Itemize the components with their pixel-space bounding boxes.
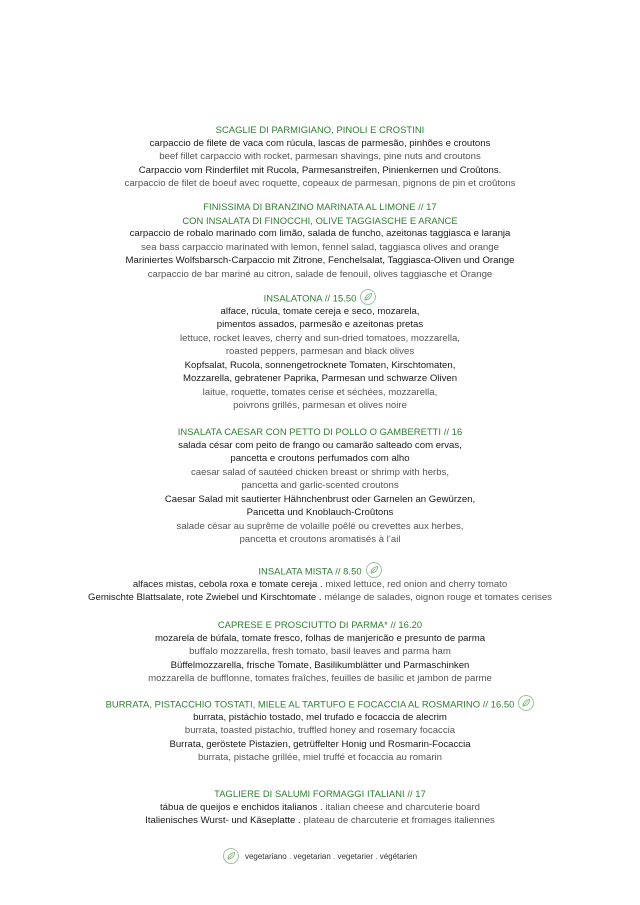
description-en: lettuce, rocket leaves, cherry and sun-dried tomatoes, mozzarella,	[180, 332, 460, 344]
description-fr: mélange de salades, oignon rouge et tomates cerises	[321, 592, 552, 603]
dish-title: INSALATONA // 15.50	[263, 292, 357, 304]
menu-item-caprese	[0, 618, 640, 686]
description-fr: pancetta et croutons aromatisés à l’ail	[239, 534, 401, 545]
dish-title: FINISSIMA DI BRANZINO MARINATA AL LIMONE // 17	[203, 201, 437, 212]
legend-separator: .	[286, 852, 294, 862]
description-fr: mozzarella de bufflonne, tomates fraîches, feuilles de basilic et jambon de parme	[148, 673, 492, 684]
description-fr: laitue, roquette, tomates cerise et séchées, mozzarella,	[202, 386, 438, 398]
description-en: burrata, toasted pistachio, truffled honey and rosemary focaccia	[184, 725, 456, 736]
dish-title: TAGLIERE DI SALUMI FORMAGGI ITALIANI // 17	[214, 788, 426, 799]
description-pt: pimentos assados, parmesão e azeitonas pretas	[216, 319, 424, 330]
description-pt: alface, rúcula, tomate cereja e seco, mozarela,	[220, 305, 420, 317]
dish-subtitle: CON INSALATA DI FINOCCHI, OLIVE TAGGIASCHE E ARANCE	[182, 214, 458, 226]
description-de: Caesar Salad mit sautierter Hähnchenbrust oder Garnelen an Gewürzen,	[164, 493, 476, 505]
menu-item-tagliere	[0, 787, 640, 828]
description-en: caesar salad of sautéed chicken breast or shrimp with herbs,	[190, 466, 450, 478]
description-de-fr	[0, 814, 640, 828]
description-fr: carpaccio de bar mariné au citron, salade de fenouil, olives taggiasche et Orange	[147, 268, 493, 280]
description-en: roasted peppers, parmesan and black olives	[225, 346, 415, 357]
description-pt-en	[0, 578, 640, 592]
leaf-icon	[223, 848, 239, 864]
description-pt: salada césar com peito de frango ou camarão salteado com ervas,	[178, 439, 462, 451]
description-pt: tábua de queijos e enchidos italianos .	[159, 801, 323, 813]
description-fr: carpaccio de filet de boeuf avec roquette, copeaux de parmesan, pignons de pin et croûtons	[124, 178, 516, 189]
dish-title-row	[0, 697, 640, 711]
legend-de: vegetarier	[337, 852, 374, 862]
description-en: sea bass carpaccio marinated with lemon, fennel salad, taggiasca olives and orange	[141, 241, 499, 253]
dish-title: BURRATA, PISTACCHIO TOSTATI, MIELE AL TARTUFO E FOCACCIA AL ROSMARINO // 16.50	[105, 698, 515, 710]
leaf-icon	[366, 562, 382, 578]
description-en: pancetta and garlic-scented croutons	[241, 480, 399, 491]
description-pt: mozarela de búfala, tomate fresco, folhas de manjericão e presunto de parma	[154, 632, 486, 644]
description-de: Mariniertes Wolfsbarsch-Carpaccio mit Zitrone, Fenchelsalat, Taggiasca-Oliven und Orange	[125, 255, 515, 266]
description-pt: burrata, pistáchio tostado, mel trufado e focaccia de alecrim	[193, 711, 447, 723]
menu-item-mista	[0, 564, 640, 605]
description-fr: poivrons grillés, parmesan et olives noire	[233, 400, 407, 411]
description-pt-en	[0, 801, 640, 815]
description-fr: burrata, pistache grillée, miel truffé et focaccia au romarin	[197, 752, 443, 763]
description-en: mixed lettuce, red onion and cherry tomato	[322, 578, 508, 590]
description-pt: pancetta e croutons perfumados com alho	[230, 453, 410, 464]
description-en: beef fillet carpaccio with rocket, parmesan shavings, pine nuts and croutons	[159, 151, 481, 162]
description-de: Büffelmozzarella, frische Tomate, Basilikumblätter und Parmaschinken	[170, 659, 470, 671]
description-pt: alfaces mistas, cebola roxa e tomate cereja .	[132, 578, 323, 590]
leaf-icon	[360, 289, 376, 305]
dish-title: INSALATA MISTA // 8.50	[258, 565, 362, 577]
description-en: buffalo mozzarella, fresh tomato, basil leaves and parma ham	[189, 646, 451, 657]
description-de: Mozzarella, gebratener Paprika, Parmesan und schwarze Oliven	[182, 373, 458, 384]
menu-item-insalatona	[0, 291, 640, 413]
dish-title-row	[0, 291, 640, 305]
description-pt: carpaccio de filete de vaca com rúcula, lascas de parmesão, pinhões e croutons	[149, 137, 491, 149]
dish-title: SCAGLIE DI PARMIGIANO, PINOLI E CROSTINI	[215, 124, 425, 135]
description-fr: plateau de charcuterie et fromages italiennes	[300, 815, 495, 826]
menu-item-finissima	[0, 200, 640, 281]
legend-pt: vegetariano	[244, 852, 287, 862]
description-en: italian cheese and charcuterie board	[322, 801, 481, 813]
legend-separator: .	[330, 852, 338, 862]
dish-title-row	[0, 564, 640, 578]
legend-en: vegetarian	[293, 852, 331, 862]
menu-item-scaglie	[0, 123, 640, 191]
description-de: Carpaccio vom Rinderfilet mit Rucola, Parmesanstreifen, Pinienkernen und Croûtons.	[138, 164, 502, 176]
menu-item-burrata	[0, 697, 640, 765]
description-de-fr	[0, 591, 640, 605]
description-de: Italienisches Wurst- und Käseplatte .	[145, 815, 301, 826]
menu-item-caesar	[0, 425, 640, 547]
description-de: Pancetta und Knoblauch-Croûtons	[246, 507, 394, 518]
dish-title: CAPRESE E PROSCIUTTO DI PARMA* // 16.20	[217, 619, 423, 630]
description-de: Gemischte Blattsalate, rote Zwiebel und Kirschtomate .	[88, 592, 322, 603]
legend-separator: .	[373, 852, 380, 862]
legend-fr: végétarien	[379, 852, 418, 862]
leaf-icon	[518, 695, 534, 711]
description-fr: salade césar au suprême de volaille poêlé ou crevettes aux herbes,	[176, 520, 464, 532]
description-de: Burrata, geröstete Pistazien, getrüffelter Honig und Rosmarin-Focaccia	[169, 738, 471, 750]
vegetarian-legend	[0, 849, 640, 865]
dish-title: INSALATA CAESAR CON PETTO DI POLLO O GAMBERETTI // 16	[177, 426, 463, 437]
description-pt: carpaccio de robalo marinado com limão, salada de funcho, azeitonas taggiasca e laranja	[129, 228, 511, 239]
description-de: Kopfsalat, Rucola, sonnengetrocknete Tomaten, Kirschtomaten,	[184, 359, 456, 371]
